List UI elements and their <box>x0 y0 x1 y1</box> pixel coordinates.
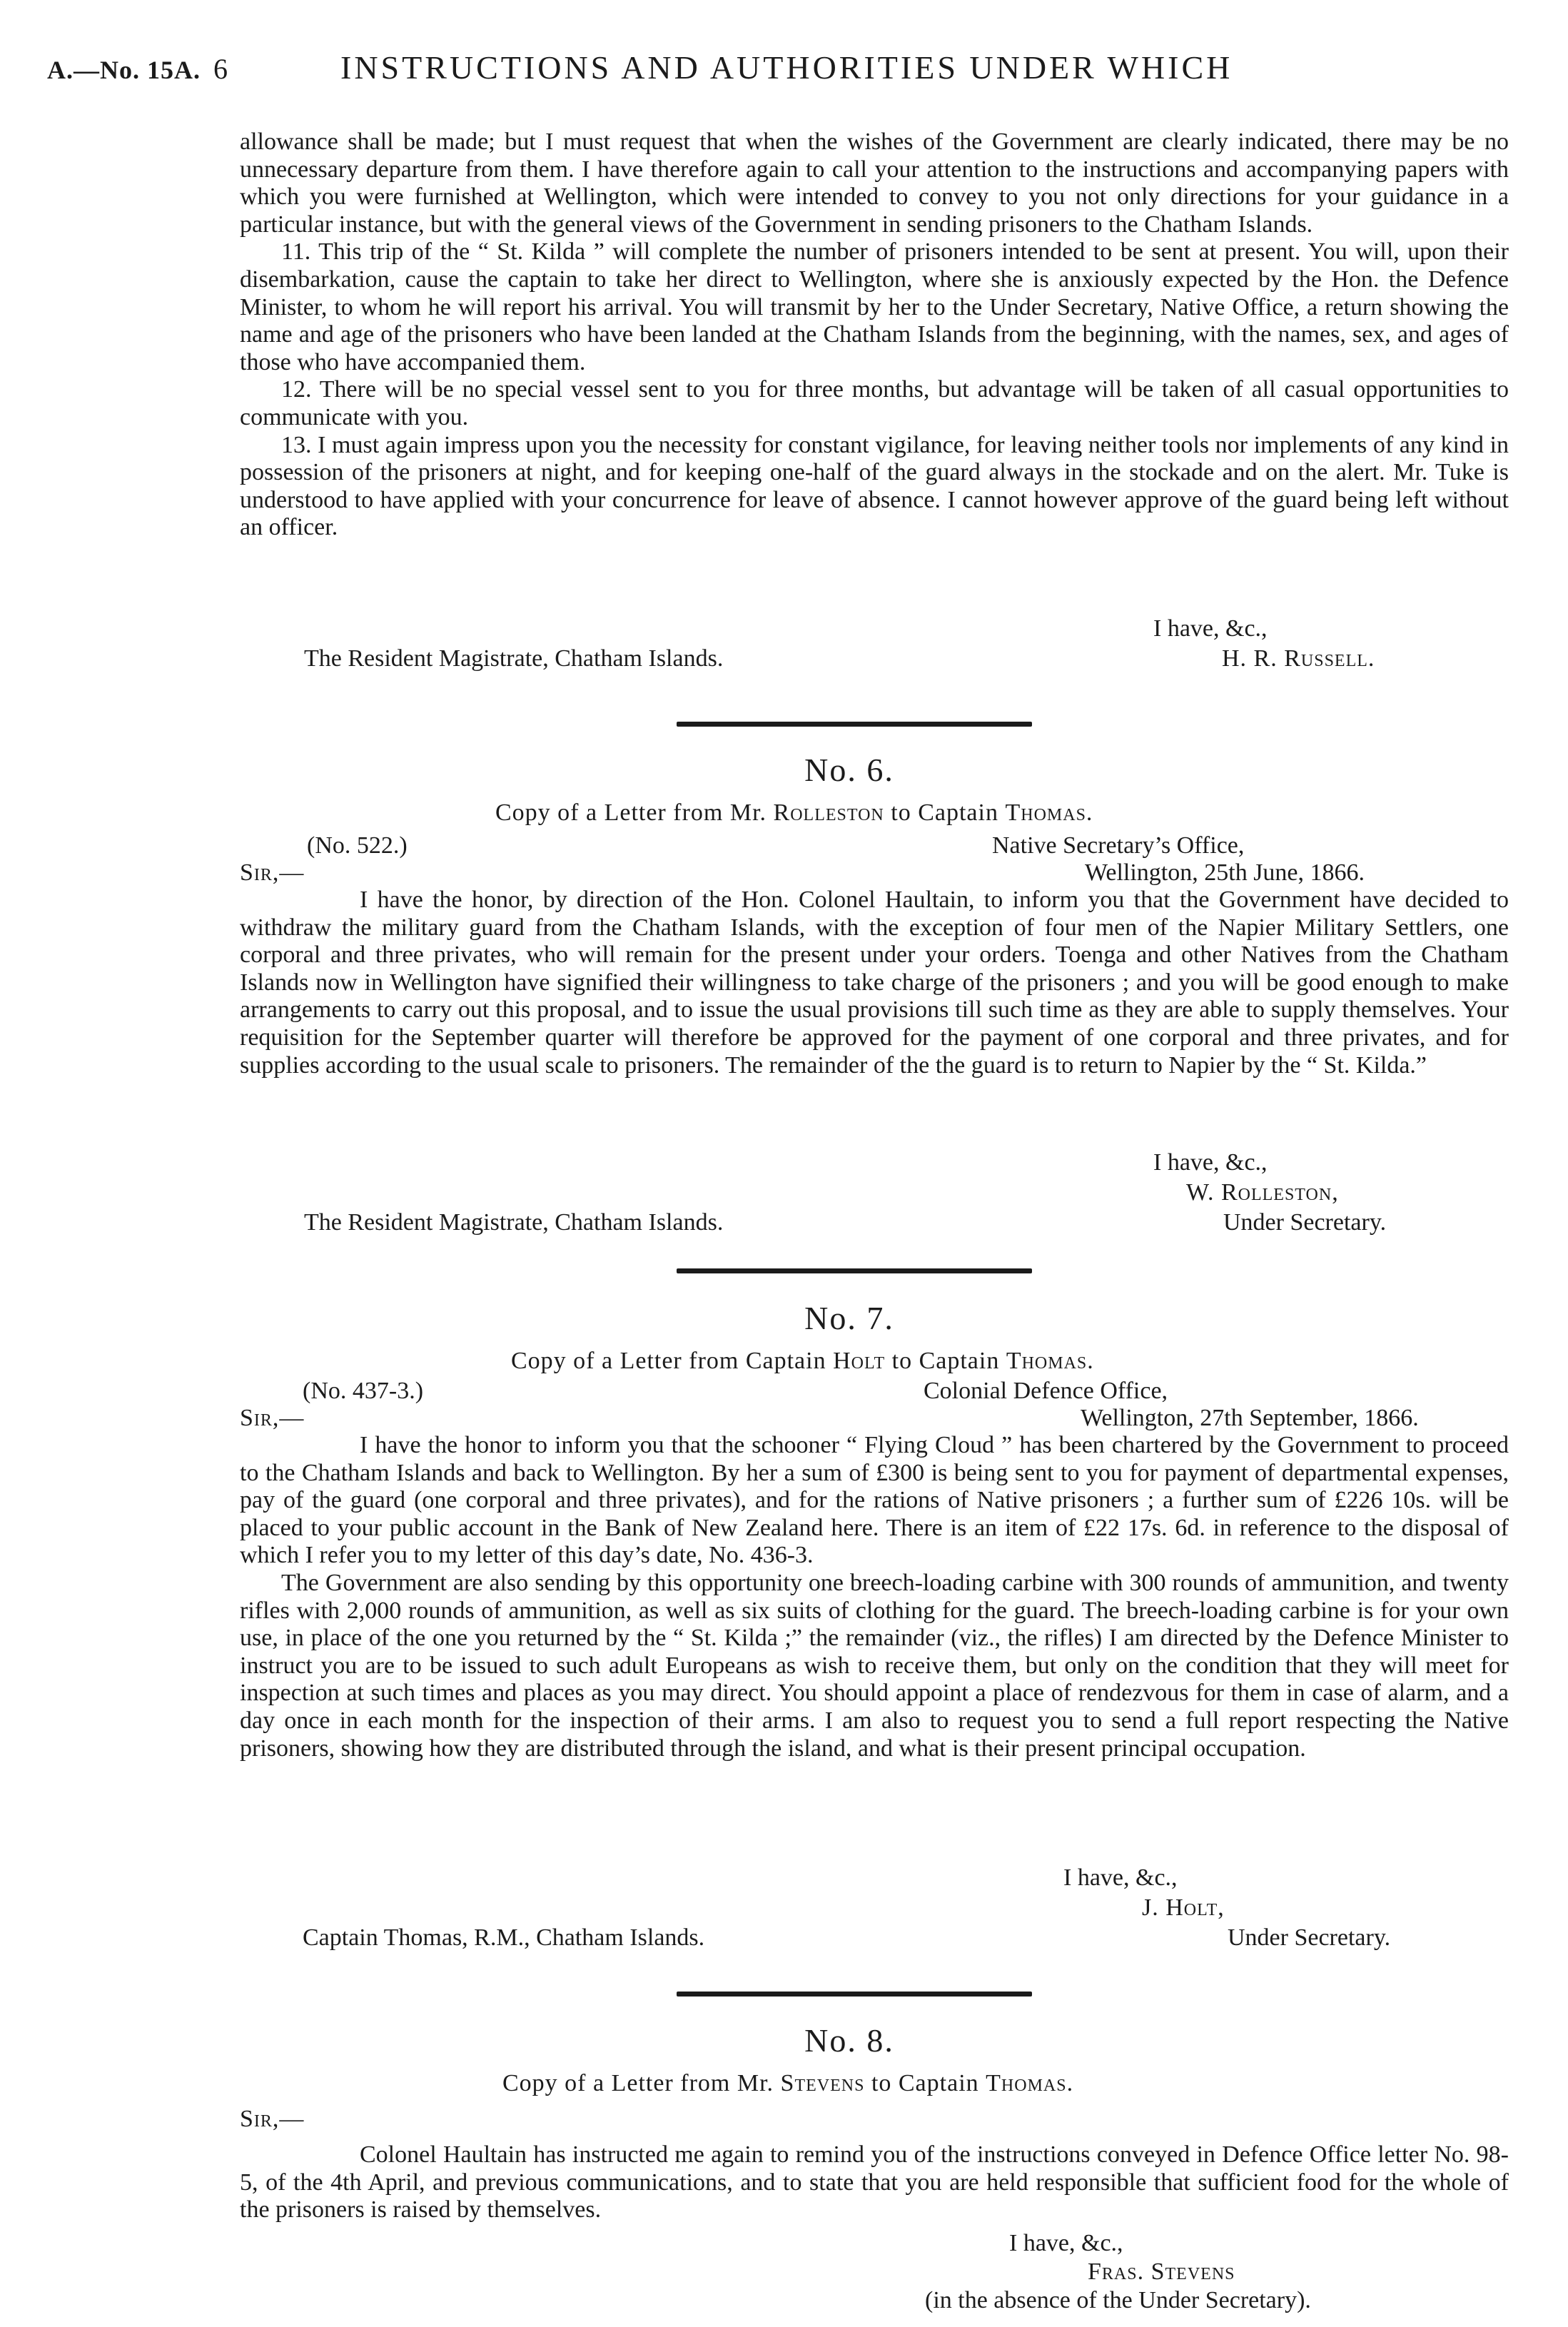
paragraph: The Government are also sending by this opportunity one breech-loading carbine with 300 rounds of ammunition, and twenty rifles with 2,000 rounds of ammunition, as well as six suits of clothing for the guard. The breech-loading carbine is for your own use, in place of the one you returned by the “ St. Kilda ;” the remainder (viz., the rifles) I am directed by the Defence Minister to instruct you are to be issued to such adult Europeans as wish to receive them, but only on the condition that they will meet for inspection at such times and places as you may direct. You should appoint a place of rendezvous for them in case of alarm, and a day once in each month for the inspection of their arms. I am also to request you to send a full report respecting the Native prisoners, showing how they are distributed through the island, and what is their present principal occupation. <box>240 1569 1509 1762</box>
paragraph: I have the honor, by direction of the Hon. Colonel Haultain, to inform you that the Government have decided to withdraw the military guard from the Chatham Islands, with the exception of four men of the Napier Military Settlers, one corporal and three privates, who will remain for the present under your orders. Toenga and other Natives from the Chatham Islands now in Wellington have signified their willingness to take charge of the prisoners ; and you will be good enough to make arrangements to carry out this proposal, and to issue the usual provisions till such time as they are able to supply themselves. Your requisition for the September quarter will therefore be approved for the payment of one corporal and three privates, and for supplies according to the usual scale to prisoners. The remainder of the the guard is to return to Napier by the “ St. Kilda.” <box>240 887 1509 1079</box>
letter-body <box>240 887 1509 1079</box>
addressee: The Resident Magistrate, Chatham Islands. <box>304 1209 724 1236</box>
letter-number: No. 6. <box>804 752 894 788</box>
signature: J. Holt, <box>1142 1894 1225 1921</box>
place-date: Wellington, 25th June, 1866. <box>1085 859 1365 886</box>
paragraph: allowance shall be made; but I must request that when the wishes of the Government are clearly indicated, there may be no unnecessary departure from them. I have therefore again to call your attention to the instructions and accompanying papers with which you were furnished at Wellington, which were intended to convey to you not only directions for your guidance in a particular instance, but with the general views of the Government in sending prisoners to the Chatham Islands. <box>240 128 1509 238</box>
paragraph: Colonel Haultain has instructed me again to remind you of the instructions conveyed in Defence Office letter No. 98-5, of the 4th April, and previous communications, and to state that you are held responsible that sufficient food for the whole of the prisoners is raised by themselves. <box>240 2141 1509 2223</box>
letter-body <box>240 1432 1509 1762</box>
letter-body <box>240 2141 1509 2224</box>
addressee: The Resident Magistrate, Chatham Islands. <box>304 645 724 672</box>
place-date: Wellington, 27th September, 1866. <box>1081 1405 1419 1431</box>
signature: H. R. Russell. <box>1222 645 1375 672</box>
signature-title: Under Secretary. <box>1228 1924 1391 1951</box>
closing: I have, &c., <box>1153 615 1268 642</box>
paragraph: 11. This trip of the “ St. Kilda ” will complete the number of prisoners intended to be sent at present. You will, upon their disembarkation, cause the captain to take her direct to Wellington, where she is anxiously expected by the Hon. the Defence Minister, to whom he will report his arrival. You will transmit by her to the Under Secretary, Native Office, a return showing the name and age of the prisoners who have been landed at the Chatham Islands from the beginning, with the names, sex, and ages of those who have accompanied them. <box>240 238 1509 375</box>
office: Colonial Defence Office, <box>924 1378 1168 1404</box>
section-divider <box>677 1992 1032 1997</box>
closing: I have, &c., <box>1153 1149 1268 1176</box>
running-title: INSTRUCTIONS AND AUTHORITIES UNDER WHICH <box>340 49 1233 86</box>
letter-number: No. 8. <box>804 2022 894 2059</box>
letter-heading: Copy of a Letter from Captain Holt to Captain Thomas. <box>511 1348 1094 1374</box>
letter-heading: Copy of a Letter from Mr. Rolleston to Captain Thomas. <box>495 799 1093 826</box>
continued-letter-body <box>240 128 1509 542</box>
salutation: Sir,— <box>240 859 305 886</box>
closing: I have, &c., <box>1009 2230 1123 2256</box>
signature: Fras. Stevens <box>1088 2258 1235 2285</box>
reference-number: (No. 522.) <box>307 832 408 859</box>
letter-heading: Copy of a Letter from Mr. Stevens to Captain Thomas. <box>502 2070 1074 2096</box>
section-divider <box>677 722 1032 727</box>
paragraph: I have the honor to inform you that the schooner “ Flying Cloud ” has been chartered by the Government to proceed to the Chatham Islands and back to Wellington. By her a sum of £300 is being sent to you for payment of departmental expenses, pay of the guard (one corporal and three privates), and for the rations of Native prisoners ; a further sum of £226 10s. will be placed to your public account in the Bank of New Zealand here. There is an item of £22 17s. 6d. in reference to the disposal of which I refer you to my letter of this day’s date, No. 436-3. <box>240 1432 1509 1569</box>
closing: I have, &c., <box>1063 1864 1178 1891</box>
addressee: Captain Thomas, R.M., Chatham Islands. <box>303 1924 705 1951</box>
salutation: Sir,— <box>240 2106 305 2132</box>
signature-note: (in the absence of the Under Secretary). <box>925 2287 1311 2313</box>
page-number: 6 <box>213 53 228 85</box>
reference-number: (No. 437-3.) <box>303 1378 424 1404</box>
letter-number: No. 7. <box>804 1300 894 1336</box>
paragraph: 12. There will be no special vessel sent to you for three months, but advantage will be taken of all casual opportunities to communicate with you. <box>240 376 1509 430</box>
paragraph: 13. I must again impress upon you the necessity for constant vigilance, for leaving neither tools nor implements of any kind in possession of the prisoners at night, and for keeping one-half of the guard always in the stockade and on the alert. Mr. Tuke is understood to have applied with your concurrence for leave of absence. I cannot however approve of the guard being left without an officer. <box>240 431 1509 541</box>
signature-title: Under Secretary. <box>1223 1209 1387 1236</box>
running-head <box>47 49 1403 99</box>
salutation: Sir,— <box>240 1405 305 1431</box>
signature: W. Rolleston, <box>1186 1179 1339 1206</box>
section-divider <box>677 1268 1032 1273</box>
document-reference: A.—No. 15A. <box>47 56 201 84</box>
office: Native Secretary’s Office, <box>992 832 1245 859</box>
